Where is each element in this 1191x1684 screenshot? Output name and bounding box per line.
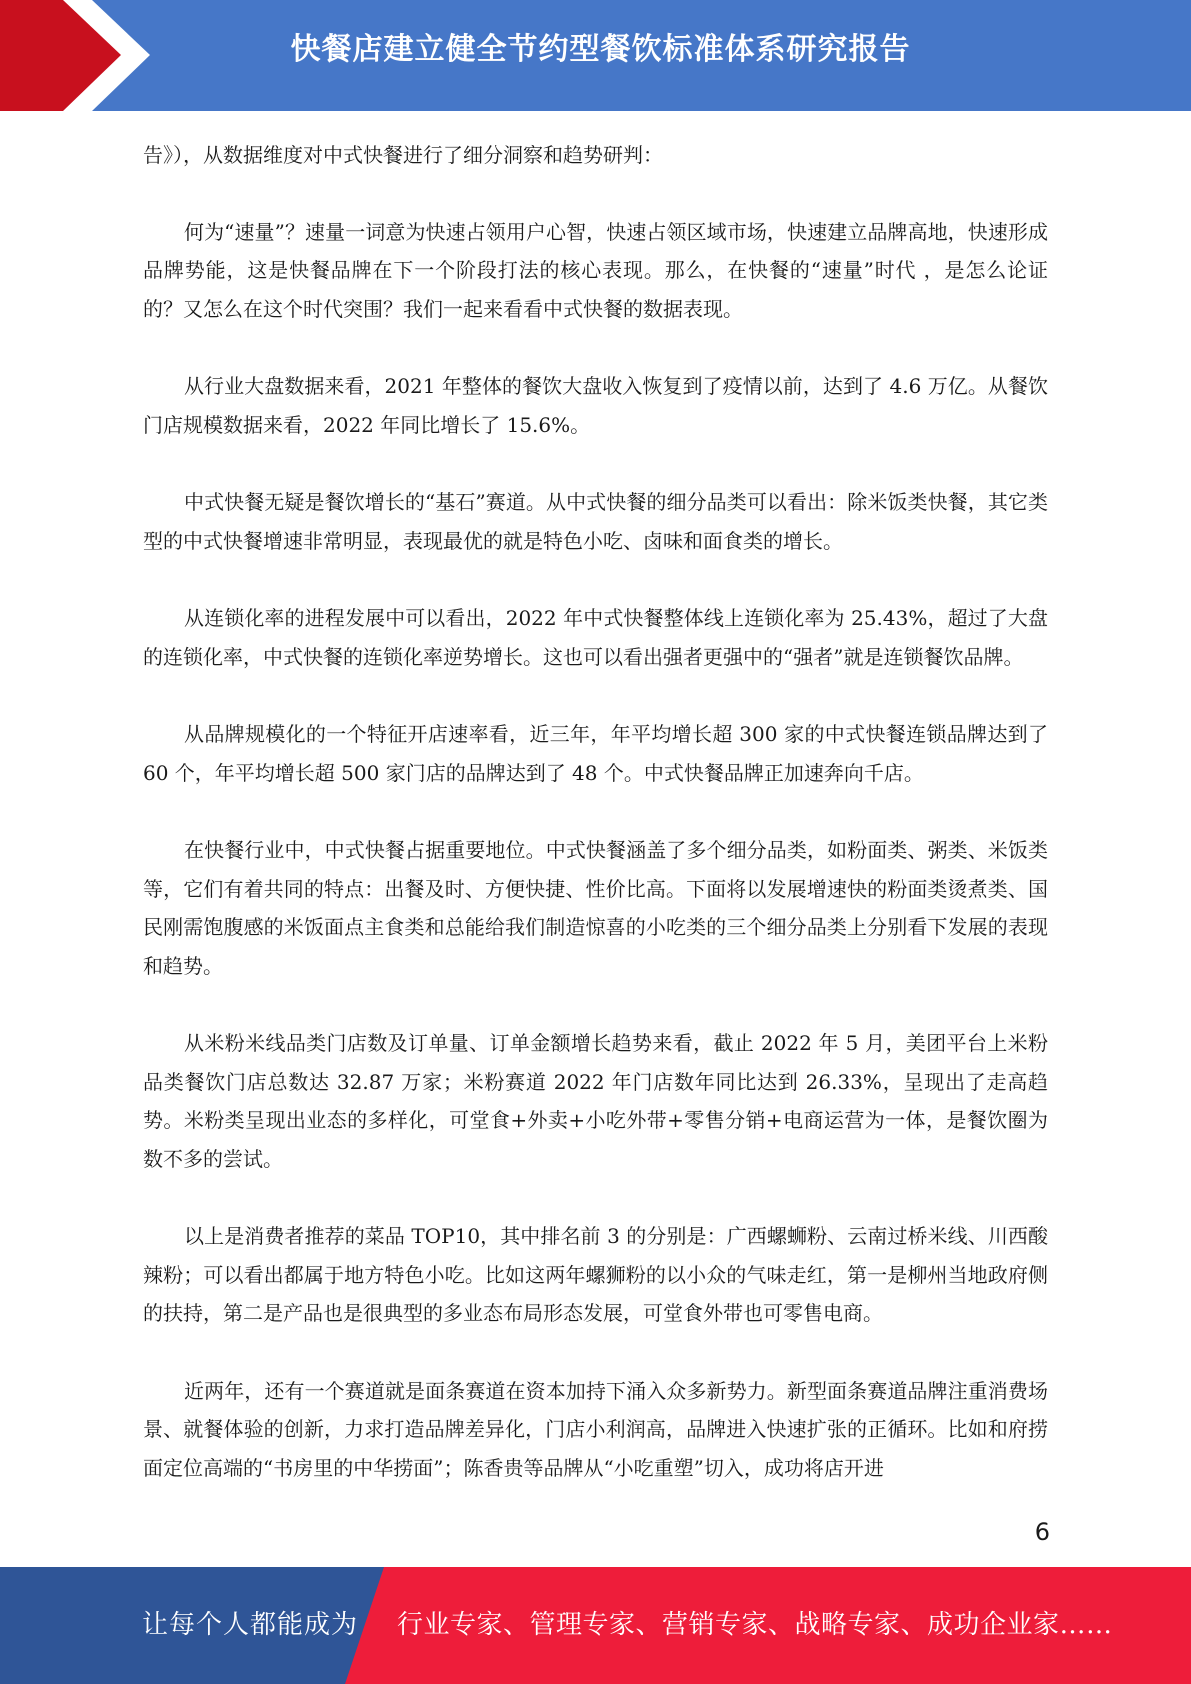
- paragraph: 中式快餐无疑是餐饮增长的“基石”赛道。从中式快餐的细分品类可以看出：除米饭类快餐，其它类型的中式快餐增速非常明显，表现最优的就是特色小吃、卤味和面食类的增长。: [143, 490, 1048, 553]
- paragraph: 何为“速量”？速量一词意为快速占领用户心智，快速占领区域市场，快速建立品牌高地，快速形成品牌势能，这是快餐品牌在下一个阶段打法的核心表现。那么，在快餐的“速量”时代 ，是怎么论证的？又怎么在这个时代突围？我们一起来看看中式快餐的数据表现。: [143, 219, 1048, 321]
- footer-slogan-left: 让每个人都能成为: [142, 1610, 359, 1640]
- paragraph: 从品牌规模化的一个特征开店速率看，近三年，年平均增长超 300 家的中式快餐连锁品牌达到了 60 个，年平均增长超 500 家门店的品牌达到了 48 个。中式快餐品牌正加速奔向千店。: [143, 722, 1048, 785]
- paragraph: 告》），从数据维度对中式快餐进行了细分洞察和趋势研判：: [143, 143, 663, 167]
- report-title: 快餐店建立健全节约型餐饮标准体系研究报告: [290, 32, 911, 67]
- footer-slogan-right: 行业专家、管理专家、营销专家、战略专家、成功企业家……: [397, 1610, 1113, 1640]
- paragraph: 在快餐行业中，中式快餐占据重要地位。中式快餐涵盖了多个细分品类，如粉面类、粥类、米饭类等，它们有着共同的特点：出餐及时、方便快捷、性价比高。下面将以发展增速快的粉面类烫煮类、国民刚需饱腹感的米饭面点主食类和总能给我们制造惊喜的小吃类的三个细分品类上分别看下发展的表现和趋势。: [143, 838, 1048, 978]
- page-header: [0, 0, 1191, 111]
- paragraph: 以上是消费者推荐的菜品 TOP10，其中排名前 3 的分别是：广西螺蛳粉、云南过桥米线、川西酸辣粉；可以看出都属于地方特色小吃。比如这两年螺狮粉的以小众的气味走红，第一是柳州当地政府侧的扶持，第二是产品也是很典型的多业态布局形态发展，可堂食外带也可零售电商。: [143, 1224, 1048, 1325]
- paragraph: 从行业大盘数据来看，2021 年整体的餐饮大盘收入恢复到了疫情以前，达到了 4.6 万亿。从餐饮门店规模数据来看，2022 年同比增长了 15.6%。: [143, 374, 1048, 437]
- paragraph: 从米粉米线品类门店数及订单量、订单金额增长趋势来看，截止 2022 年 5 月，美团平台上米粉品类餐饮门店总数达 32.87 万家；米粉赛道 2022 年门店数年同比达到 26.33%，呈现出了走高趋势。米粉类呈现出业态的多样化，可堂食+外卖+小吃外带+零售分销+电商运营为一体，是餐饮圈为数不多的尝试。: [143, 1031, 1048, 1171]
- document-body: [143, 136, 1048, 1526]
- page-number: 6: [1034, 1518, 1050, 1546]
- page-footer: [0, 1567, 1191, 1684]
- paragraph: 近两年，还有一个赛道就是面条赛道在资本加持下涌入众多新势力。新型面条赛道品牌注重消费场景、就餐体验的创新，力求打造品牌差异化，门店小利润高，品牌进入快速扩张的正循环。比如和府捞面定位高端的“书房里的中华捞面”；陈香贵等品牌从“小吃重塑”切入，成功将店开进: [143, 1378, 1048, 1480]
- paragraph: 从连锁化率的进程发展中可以看出，2022 年中式快餐整体线上连锁化率为 25.43%，超过了大盘的连锁化率，中式快餐的连锁化率逆势增长。这也可以看出强者更强中的“强者”就是连锁餐饮品牌。: [143, 606, 1048, 669]
